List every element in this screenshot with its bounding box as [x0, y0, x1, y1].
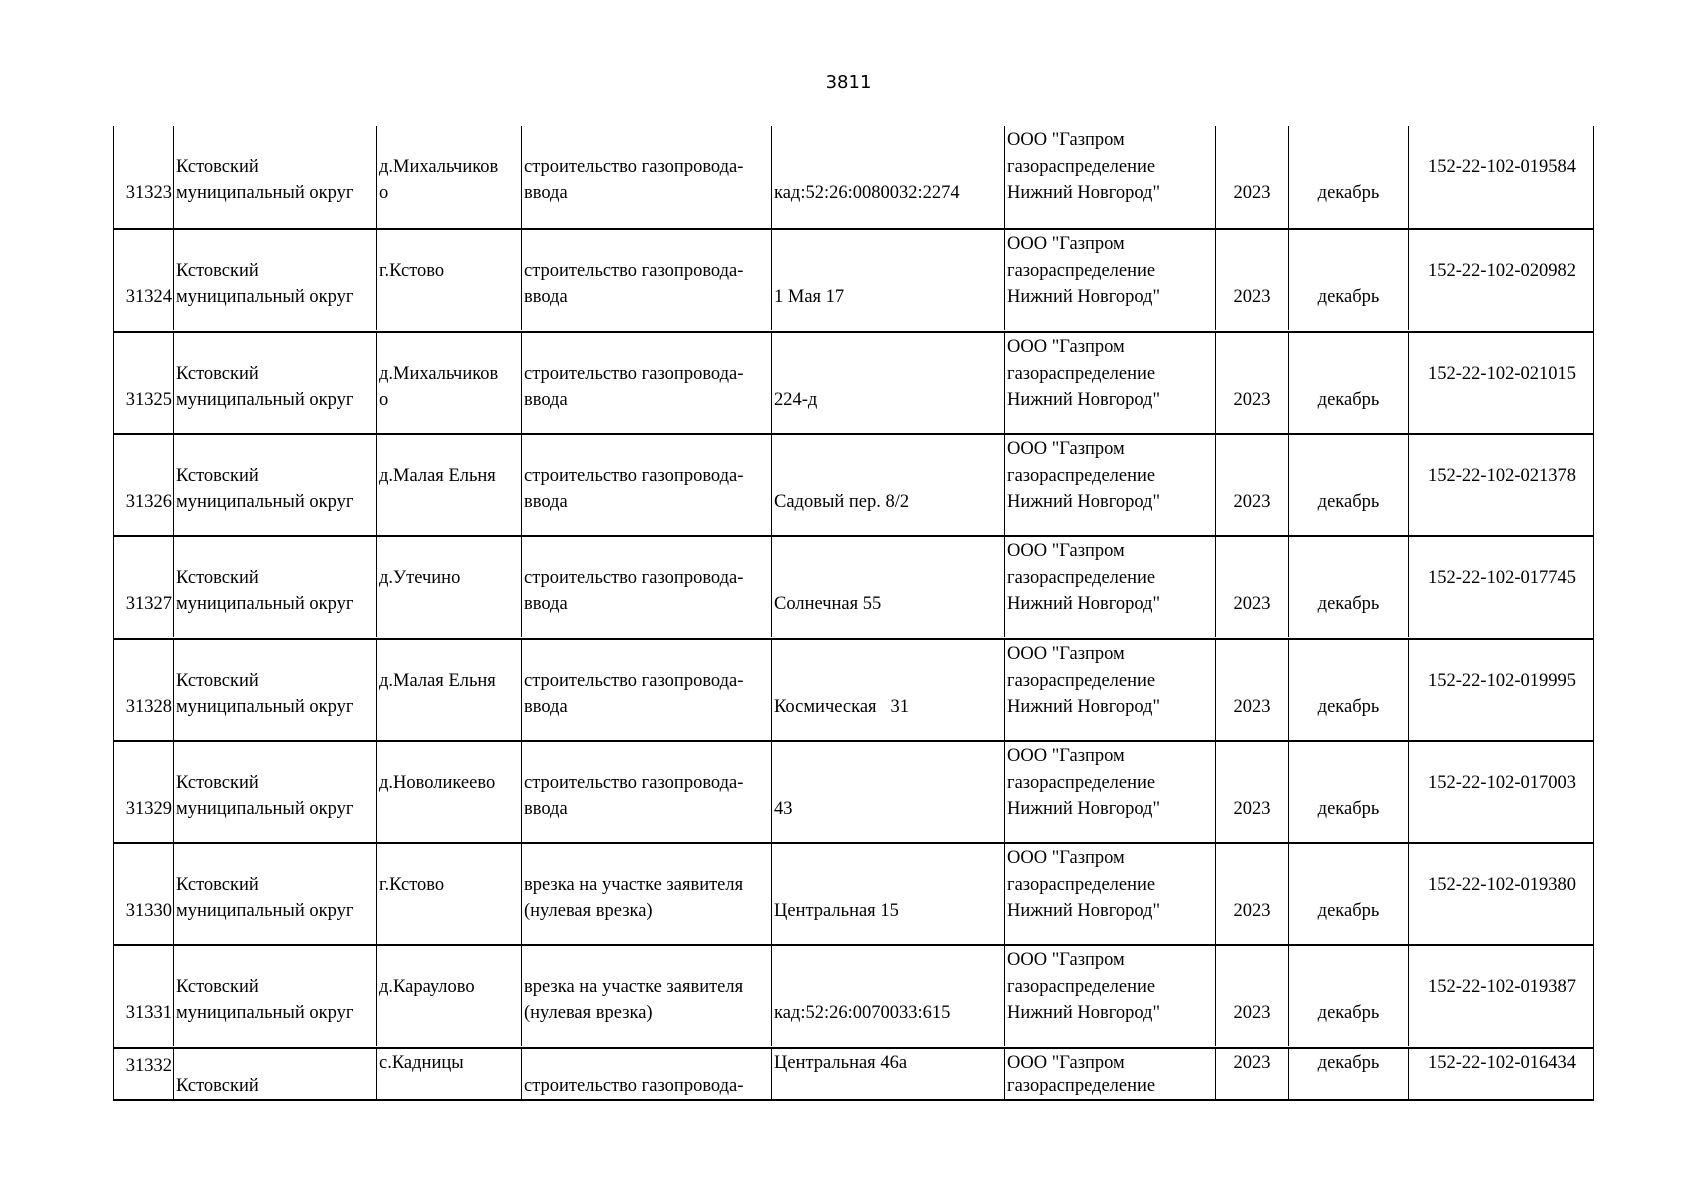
organization-cell	[1004, 640, 1215, 740]
district-cell-text: Кстовский	[176, 466, 259, 486]
work-type-cell-text: врезка на участке заявителя	[524, 875, 744, 895]
year-cell	[1215, 333, 1288, 433]
organization-cell-text: ООО "Газпром	[1007, 1053, 1125, 1073]
settlement-cell-text: д.Караулово	[379, 977, 475, 997]
district-cell-text: Кстовский	[176, 977, 259, 997]
code-cell-text: 152-22-102-016434	[1428, 1053, 1576, 1073]
year-cell	[1215, 946, 1288, 1046]
year-cell	[1215, 126, 1288, 228]
organization-cell-text: Нижний Новгород"	[1007, 799, 1161, 819]
address-cell-text: Центральная 46а	[774, 1053, 908, 1073]
table-row	[114, 433, 1593, 535]
organization-cell-text: газораспределение	[1007, 773, 1156, 793]
work-type-cell-text: ввода	[524, 183, 568, 203]
code-cell-text: 152-22-102-019387	[1428, 977, 1576, 997]
year-cell-text: 2023	[1233, 183, 1271, 203]
address-cell	[771, 946, 1004, 1046]
table-row	[114, 126, 1593, 228]
district-cell-text: Кстовский	[176, 773, 259, 793]
district-cell-text: муниципальный округ	[176, 594, 354, 614]
district-cell	[173, 844, 376, 944]
organization-cell-text: ООО "Газпром	[1007, 541, 1125, 561]
address-cell	[771, 126, 1004, 228]
district-cell-text: муниципальный округ	[176, 799, 354, 819]
code-cell	[1408, 230, 1595, 330]
address-cell	[771, 742, 1004, 842]
code-cell-text: 152-22-102-019584	[1428, 157, 1576, 177]
row-number-text: 31326	[125, 492, 172, 512]
address-cell	[771, 844, 1004, 944]
organization-cell-text: ООО "Газпром	[1007, 644, 1125, 664]
code-cell-text: 152-22-102-017003	[1428, 773, 1576, 793]
settlement-cell	[376, 126, 521, 228]
code-cell-text: 152-22-102-017745	[1428, 568, 1576, 588]
organization-cell-text: газораспределение	[1007, 466, 1156, 486]
address-cell-text: Космическая 31	[774, 697, 909, 717]
month-cell	[1288, 844, 1408, 944]
year-cell	[1215, 844, 1288, 944]
year-cell-text: 2023	[1233, 1003, 1271, 1023]
settlement-cell-text: д.Утечино	[379, 568, 461, 588]
district-cell-text: Кстовский	[176, 157, 259, 177]
table-row	[114, 638, 1593, 740]
district-cell-text: муниципальный округ	[176, 390, 354, 410]
code-cell-text: 152-22-102-021378	[1428, 466, 1576, 486]
year-cell-text: 2023	[1233, 901, 1271, 921]
district-cell-text: муниципальный округ	[176, 287, 354, 307]
organization-cell-text: газораспределение	[1007, 157, 1156, 177]
work-type-cell-text: врезка на участке заявителя	[524, 977, 744, 997]
address-cell	[771, 1049, 1004, 1099]
row-number-text: 31328	[125, 697, 172, 717]
month-cell-text: декабрь	[1317, 183, 1380, 203]
settlement-cell-text: д.Михальчиков	[379, 364, 499, 384]
work-type-cell-text: строительство газопровода-	[524, 568, 744, 588]
work-type-cell	[521, 126, 771, 228]
month-cell	[1288, 230, 1408, 330]
code-cell-text: 152-22-102-020982	[1428, 261, 1576, 281]
work-type-cell-text: строительство газопровода-	[524, 364, 744, 384]
work-type-cell	[521, 946, 771, 1046]
code-cell	[1408, 844, 1595, 944]
address-cell-text: Садовый пер. 8/2	[774, 492, 910, 512]
organization-cell-text: Нижний Новгород"	[1007, 697, 1161, 717]
row-number	[114, 126, 173, 228]
organization-cell	[1004, 946, 1215, 1046]
code-cell	[1408, 537, 1595, 637]
organization-cell-text: Нижний Новгород"	[1007, 901, 1161, 921]
month-cell	[1288, 742, 1408, 842]
district-cell	[173, 333, 376, 433]
year-cell-text: 2023	[1233, 697, 1271, 717]
settlement-cell	[376, 946, 521, 1046]
settlement-cell-text: г.Кстово	[379, 875, 445, 895]
organization-cell	[1004, 435, 1215, 535]
row-number	[114, 230, 173, 330]
month-cell	[1288, 640, 1408, 740]
district-cell-text: муниципальный округ	[176, 1003, 354, 1023]
organization-cell	[1004, 333, 1215, 433]
work-type-cell-text: ввода	[524, 697, 568, 717]
organization-cell-text: газораспределение	[1007, 364, 1156, 384]
settlement-cell	[376, 333, 521, 433]
work-type-cell	[521, 742, 771, 842]
district-cell-text: Кстовский	[176, 671, 259, 691]
row-number	[114, 435, 173, 535]
code-cell	[1408, 333, 1595, 433]
settlement-cell	[376, 435, 521, 535]
organization-cell-text: Нижний Новгород"	[1007, 492, 1161, 512]
organization-cell-text: Нижний Новгород"	[1007, 287, 1161, 307]
district-cell	[173, 435, 376, 535]
row-number-text: 31332	[125, 1056, 172, 1076]
year-cell	[1215, 230, 1288, 330]
district-cell-text: Кстовский	[176, 875, 259, 895]
work-type-cell	[521, 537, 771, 637]
row-number	[114, 742, 173, 842]
table-row	[114, 331, 1593, 433]
organization-cell-text: Нижний Новгород"	[1007, 183, 1161, 203]
address-cell-text: кад:52:26:0070033:615	[774, 1003, 951, 1023]
work-type-cell-text: строительство газопровода-	[524, 773, 744, 793]
district-cell-text: муниципальный округ	[176, 183, 354, 203]
month-cell-text: декабрь	[1317, 901, 1380, 921]
row-number	[114, 1049, 173, 1099]
month-cell-text: декабрь	[1317, 697, 1380, 717]
work-type-cell-text: строительство газопровода-	[524, 1076, 744, 1096]
settlement-cell	[376, 640, 521, 740]
organization-cell-text: газораспределение	[1007, 977, 1156, 997]
work-type-cell-text: ввода	[524, 492, 568, 512]
organization-cell-text: ООО "Газпром	[1007, 848, 1125, 868]
settlement-cell	[376, 537, 521, 637]
organization-cell-text: газораспределение	[1007, 671, 1156, 691]
organization-cell-text: Нижний Новгород"	[1007, 1003, 1161, 1023]
table-row	[114, 1047, 1593, 1099]
settlement-cell	[376, 1049, 521, 1099]
organization-cell-text: ООО "Газпром	[1007, 337, 1125, 357]
row-number	[114, 946, 173, 1046]
work-type-cell	[521, 333, 771, 433]
organization-cell	[1004, 126, 1215, 228]
organization-cell-text: ООО "Газпром	[1007, 950, 1125, 970]
settlement-cell-text: д.Малая Ельня	[379, 671, 496, 691]
district-cell	[173, 230, 376, 330]
month-cell	[1288, 946, 1408, 1046]
work-type-cell-text: ввода	[524, 594, 568, 614]
organization-cell-text: газораспределение	[1007, 568, 1156, 588]
table-row	[114, 944, 1593, 1046]
organization-cell	[1004, 537, 1215, 637]
work-type-cell-text: строительство газопровода-	[524, 261, 744, 281]
settlement-cell-text: о	[379, 390, 389, 410]
district-cell-text: муниципальный округ	[176, 492, 354, 512]
organization-cell	[1004, 1049, 1215, 1099]
work-type-cell	[521, 1049, 771, 1099]
organization-cell-text: газораспределение	[1007, 1076, 1156, 1096]
row-number-text: 31327	[125, 594, 172, 614]
address-cell-text: кад:52:26:0080032:2274	[774, 183, 960, 203]
month-cell-text: декабрь	[1317, 492, 1380, 512]
row-number-text: 31329	[125, 799, 172, 819]
year-cell-text: 2023	[1233, 799, 1271, 819]
table-row	[114, 535, 1593, 637]
settlement-cell-text: г.Кстово	[379, 261, 445, 281]
settlement-cell-text: д.Малая Ельня	[379, 466, 496, 486]
row-number-text: 31325	[125, 390, 172, 410]
organization-cell-text: Нижний Новгород"	[1007, 390, 1161, 410]
year-cell-text: 2023	[1233, 390, 1271, 410]
code-cell	[1408, 1049, 1595, 1099]
address-cell	[771, 640, 1004, 740]
district-cell-text: муниципальный округ	[176, 901, 354, 921]
year-cell	[1215, 1049, 1288, 1099]
code-cell	[1408, 126, 1595, 228]
organization-cell-text: ООО "Газпром	[1007, 234, 1125, 254]
district-cell	[173, 640, 376, 740]
district-cell	[173, 126, 376, 228]
address-cell	[771, 333, 1004, 433]
work-type-cell	[521, 230, 771, 330]
district-cell	[173, 1049, 376, 1099]
work-type-cell-text: (нулевая врезка)	[524, 1003, 653, 1023]
year-cell-text: 2023	[1233, 287, 1271, 307]
address-cell	[771, 435, 1004, 535]
settlement-cell-text: д.Михальчиков	[379, 157, 499, 177]
row-number	[114, 537, 173, 637]
code-cell	[1408, 640, 1595, 740]
code-cell-text: 152-22-102-019380	[1428, 875, 1576, 895]
table-row	[114, 740, 1593, 842]
code-cell	[1408, 435, 1595, 535]
organization-cell-text: Нижний Новгород"	[1007, 594, 1161, 614]
organization-cell	[1004, 742, 1215, 842]
settlement-cell-text: о	[379, 183, 389, 203]
district-cell-text: Кстовский	[176, 364, 259, 384]
row-number	[114, 640, 173, 740]
month-cell-text: декабрь	[1317, 1053, 1380, 1073]
row-number-text: 31323	[125, 183, 172, 203]
row-number	[114, 844, 173, 944]
work-type-cell-text: ввода	[524, 799, 568, 819]
settlement-cell-text: с.Кадницы	[379, 1053, 464, 1073]
settlement-cell-text: д.Новоликеево	[379, 773, 496, 793]
work-type-cell	[521, 640, 771, 740]
work-type-cell-text: ввода	[524, 390, 568, 410]
month-cell	[1288, 537, 1408, 637]
work-type-cell	[521, 844, 771, 944]
code-cell	[1408, 946, 1595, 1046]
address-cell-text: 43	[774, 799, 793, 819]
year-cell-text: 2023	[1233, 1053, 1271, 1073]
code-cell-text: 152-22-102-019995	[1428, 671, 1576, 691]
year-cell	[1215, 742, 1288, 842]
address-cell	[771, 537, 1004, 637]
organization-cell-text: газораспределение	[1007, 261, 1156, 281]
work-type-cell-text: (нулевая врезка)	[524, 901, 653, 921]
address-cell-text: 224-д	[774, 390, 818, 410]
district-cell-text: Кстовский	[176, 1076, 259, 1096]
address-cell-text: 1 Мая 17	[774, 287, 845, 307]
district-cell-text: муниципальный округ	[176, 697, 354, 717]
work-type-cell-text: строительство газопровода-	[524, 671, 744, 691]
month-cell	[1288, 1049, 1408, 1099]
code-cell	[1408, 742, 1595, 842]
address-cell-text: Солнечная 55	[774, 594, 882, 614]
row-number	[114, 333, 173, 433]
year-cell-text: 2023	[1233, 594, 1271, 614]
work-type-cell-text: ввода	[524, 287, 568, 307]
organization-cell-text: ООО "Газпром	[1007, 746, 1125, 766]
settlement-cell	[376, 742, 521, 842]
month-cell	[1288, 126, 1408, 228]
table-row	[114, 842, 1593, 944]
month-cell-text: декабрь	[1317, 390, 1380, 410]
work-type-cell	[521, 435, 771, 535]
district-cell-text: Кстовский	[176, 568, 259, 588]
month-cell-text: декабрь	[1317, 594, 1380, 614]
year-cell	[1215, 640, 1288, 740]
work-type-cell-text: строительство газопровода-	[524, 466, 744, 486]
month-cell	[1288, 333, 1408, 433]
district-cell-text: Кстовский	[176, 261, 259, 281]
year-cell	[1215, 537, 1288, 637]
table-row	[114, 228, 1593, 330]
row-number-text: 31330	[125, 901, 172, 921]
district-cell	[173, 946, 376, 1046]
row-number-text: 31324	[125, 287, 172, 307]
month-cell-text: декабрь	[1317, 287, 1380, 307]
month-cell-text: декабрь	[1317, 799, 1380, 819]
month-cell-text: декабрь	[1317, 1003, 1380, 1023]
district-cell	[173, 742, 376, 842]
month-cell	[1288, 435, 1408, 535]
year-cell-text: 2023	[1233, 492, 1271, 512]
organization-cell	[1004, 844, 1215, 944]
organization-cell-text: ООО "Газпром	[1007, 439, 1125, 459]
page-number: 3811	[825, 72, 872, 93]
settlement-cell	[376, 230, 521, 330]
settlement-cell	[376, 844, 521, 944]
organization-cell-text: газораспределение	[1007, 875, 1156, 895]
row-number-text: 31331	[125, 1003, 172, 1023]
data-table	[113, 126, 1594, 1101]
organization-cell	[1004, 230, 1215, 330]
code-cell-text: 152-22-102-021015	[1428, 364, 1576, 384]
work-type-cell-text: строительство газопровода-	[524, 157, 744, 177]
district-cell	[173, 537, 376, 637]
address-cell	[771, 230, 1004, 330]
year-cell	[1215, 435, 1288, 535]
organization-cell-text: ООО "Газпром	[1007, 130, 1125, 150]
address-cell-text: Центральная 15	[774, 901, 899, 921]
